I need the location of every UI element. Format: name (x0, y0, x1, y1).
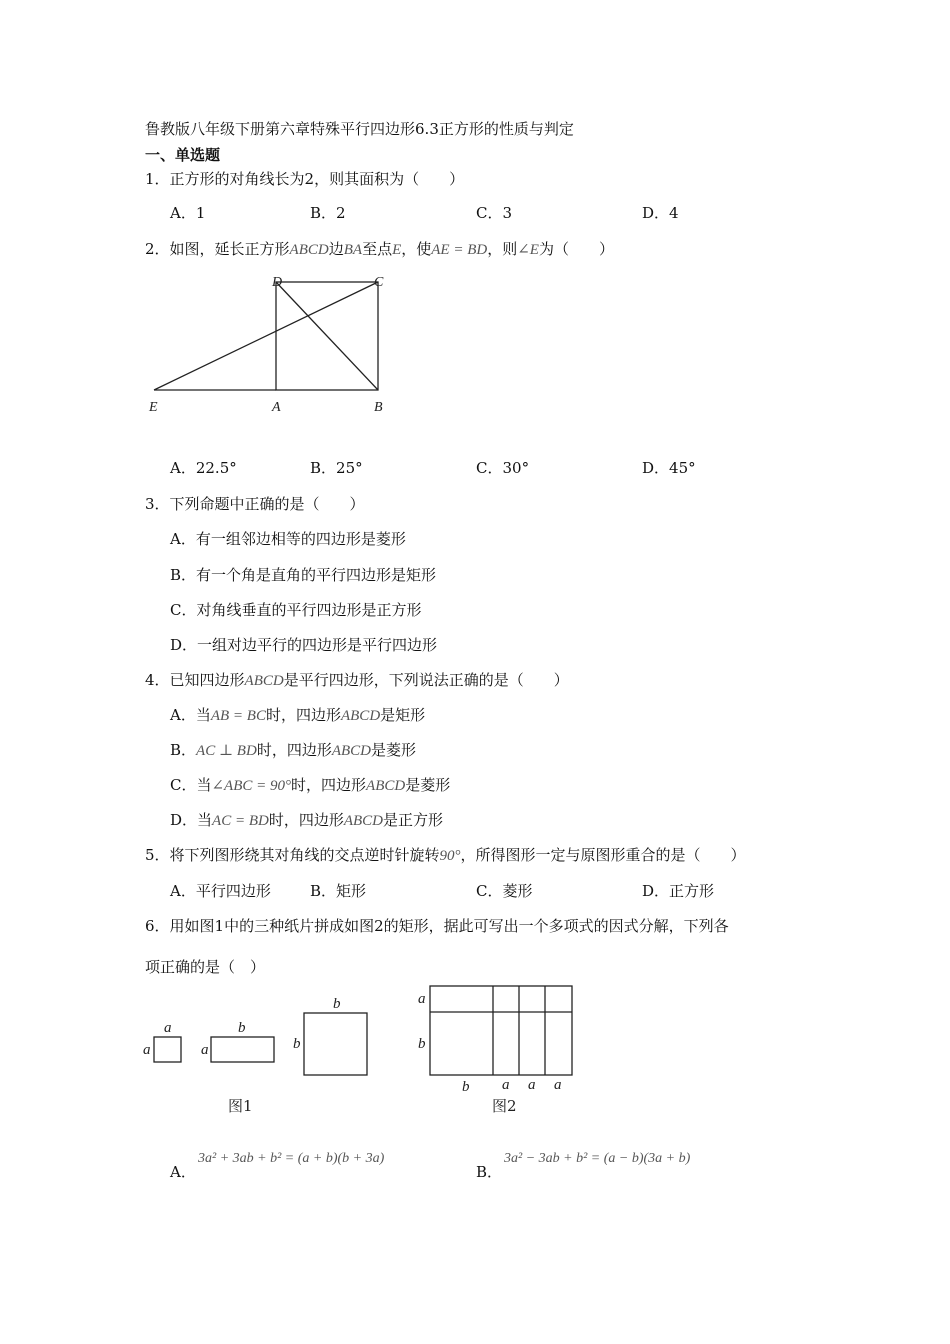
fig1-label-a-top: a (164, 1020, 172, 1036)
q5-option-b[interactable]: B．矩形 (310, 882, 367, 900)
q1-option-c[interactable]: C．3 (476, 204, 513, 222)
q2-label-c: C (374, 275, 384, 290)
q4-option-d[interactable]: D．当AC = BD时，四边形ABCD是正方形 (170, 811, 444, 829)
q3-option-b[interactable]: B．有一个角是直角的平行四边形是矩形 (170, 566, 437, 584)
fig2-label-b-left: b (418, 1036, 426, 1052)
fig1-label-b-top: b (238, 1020, 246, 1036)
q2-square-figure (140, 268, 400, 418)
fig1-label-b-square-left: b (293, 1036, 301, 1052)
q2-option-c[interactable]: C．30° (476, 459, 530, 477)
fig1-caption: 图1 (228, 1097, 253, 1115)
q6-option-b-label[interactable]: B． (476, 1163, 503, 1181)
q5-stem: 5．将下列图形绕其对角线的交点逆时针旋转90°，所得图形一定与原图形重合的是（ ） (145, 846, 746, 864)
q5-option-d[interactable]: D．正方形 (642, 882, 715, 900)
q2-option-a[interactable]: A．22.5° (170, 459, 237, 477)
q3-stem: 3．下列命题中正确的是（ ） (145, 495, 365, 513)
q1-option-b[interactable]: B．2 (310, 204, 346, 222)
section-heading: 一、单选题 (145, 146, 221, 164)
q3-option-a[interactable]: A．有一组邻边相等的四边形是菱形 (170, 530, 406, 548)
q6-figure-1 (140, 985, 380, 1120)
fig1-label-a-left: a (143, 1042, 151, 1058)
q4-option-b[interactable]: B．AC ⊥ BD时，四边形ABCD是菱形 (170, 741, 417, 759)
q6-option-b-formula[interactable]: 3a² − 3ab + b² = (a − b)(3a + b) (504, 1151, 691, 1166)
q6-stem-line1: 6．用如图1中的三种纸片拼成如图2的矩形，据此可写出一个多项式的因式分解，下列各 (145, 917, 729, 935)
q2-label-e: E (149, 400, 158, 415)
q6-figure-2 (410, 980, 590, 1120)
fig2-label-b-bottom: b (462, 1079, 470, 1095)
q4-option-a[interactable]: A．当AB = BC时，四边形ABCD是矩形 (170, 706, 426, 724)
q1-option-a[interactable]: A．1 (170, 204, 206, 222)
fig1-label-a-rect: a (201, 1042, 209, 1058)
fig2-label-a-bottom-1: a (502, 1077, 510, 1093)
q5-option-c[interactable]: C．菱形 (476, 882, 533, 900)
q2-option-b[interactable]: B．25° (310, 459, 363, 477)
fig2-label-a-left: a (418, 991, 426, 1007)
q2-stem: 2．如图，延长正方形ABCD边BA至点E，使AE = BD，则∠E为（ ） (145, 240, 614, 258)
q6-option-a-label[interactable]: A． (170, 1163, 196, 1181)
q4-stem: 4．已知四边形ABCD是平行四边形，下列说法正确的是（ ） (145, 671, 569, 689)
fig2-label-a-bottom-3: a (554, 1077, 562, 1093)
q1-option-d[interactable]: D．4 (642, 204, 679, 222)
q1-stem: 1．正方形的对角线长为2，则其面积为（ ） (145, 170, 465, 188)
q4-option-c[interactable]: C．当∠ABC = 90°时，四边形ABCD是菱形 (170, 776, 451, 794)
q6-option-a-formula[interactable]: 3a² + 3ab + b² = (a + b)(b + 3a) (198, 1151, 385, 1166)
fig1-label-b-square-top: b (333, 996, 341, 1012)
q2-label-d: D (272, 275, 283, 290)
q3-option-c[interactable]: C．对角线垂直的平行四边形是正方形 (170, 601, 422, 619)
page-title: 鲁教版八年级下册第六章特殊平行四边形6.3正方形的性质与判定 (145, 120, 574, 138)
q2-label-a: A (272, 400, 281, 415)
q2-option-d[interactable]: D．45° (642, 459, 696, 477)
q2-label-b: B (374, 400, 383, 415)
q6-stem-line2: 项正确的是（ ） (145, 958, 266, 976)
q5-option-a[interactable]: A．平行四边形 (170, 882, 271, 900)
q3-option-d[interactable]: D．一组对边平行的四边形是平行四边形 (170, 636, 438, 654)
fig2-caption: 图2 (492, 1097, 517, 1115)
fig2-label-a-bottom-2: a (528, 1077, 536, 1093)
